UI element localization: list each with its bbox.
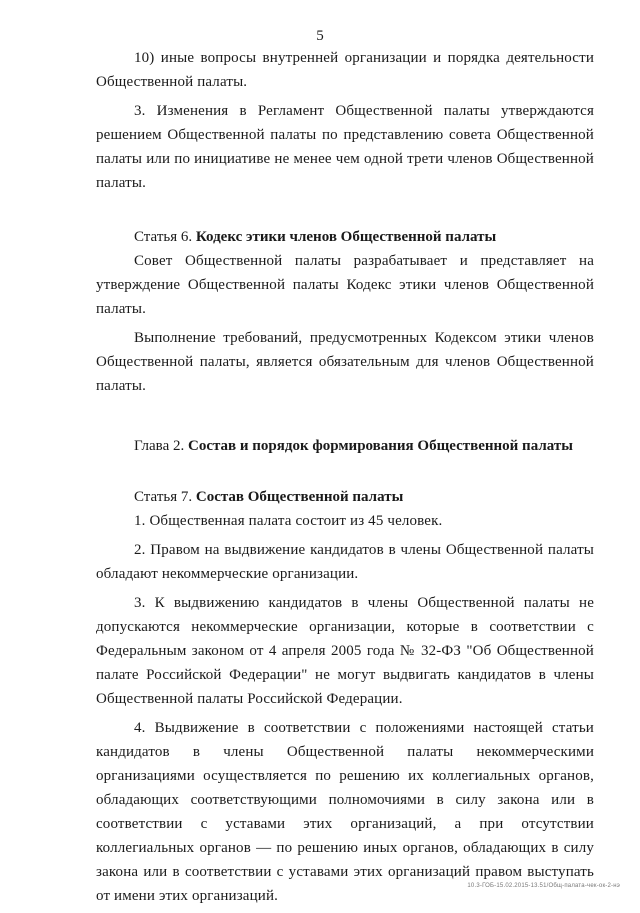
article-7-paragraph-1: 1. Общественная палата состоит из 45 человек. — [134, 513, 443, 529]
article-6-paragraph-2: Выполнение требований, предусмотренных Кодексом этики членов Общественной палаты, является обязательным для членов Общественной палаты. — [96, 330, 594, 394]
intro-paragraph-1: 10) иные вопросы внутренней организации и порядка деятельности Общественной палаты. — [96, 50, 594, 90]
article-7-paragraph-3: 3. К выдвижению кандидатов в члены Общественной палаты не допускаются некоммерческие организации, которые в соответствии с Федеральным законом от 4 апреля 2005 года № 32-ФЗ "Об Общественной палате Российской Федерации" не могут выдвигать кандидатов в члены Общественной палаты Российской Федерации. — [96, 595, 594, 707]
chapter-2-title: Состав и порядок формирования Общественной палаты — [187, 438, 573, 454]
article-7-title: Состав Общественной палаты — [195, 489, 404, 505]
document-footer-code: 10.3-ГОБ-15.02.2015-13.51/Общ-палата-чек-ок-2-нэ — [467, 883, 620, 889]
article-7-prefix: Статья 7. — [134, 489, 193, 505]
chapter-2-heading — [96, 434, 594, 458]
document-body — [96, 46, 594, 913]
article-6-paragraph-1: Совет Общественной палаты разрабатывает и представляет на утверждение Общественной палаты Кодекс этики членов Общественной палаты. — [96, 253, 594, 317]
article-7-paragraph-2: 2. Правом на выдвижение кандидатов в члены Общественной палаты обладают некоммерческие организации. — [96, 542, 594, 582]
article-6-heading — [96, 225, 594, 249]
chapter-2-prefix: Глава 2. — [134, 438, 185, 454]
article-6-title: Кодекс этики членов Общественной палаты — [195, 229, 497, 245]
article-7-paragraph-4: 4. Выдвижение в соответствии с положениями настоящей статьи кандидатов в члены Общественной палаты некоммерческими организациями осуществляется по решению их коллегиальных органов, обладающих соответствующими полномочиями в силу закона или в соответствии с уставами этих организаций, а при отсутствии коллегиальных органов — по решению иных органов, обладающих в силу закона или в соответствии с уставами этих организаций правом выступать от имени этих организаций. — [96, 720, 594, 904]
page-number: 5 — [316, 28, 324, 44]
article-7-heading — [96, 485, 594, 509]
intro-paragraph-2: 3. Изменения в Регламент Общественной палаты утверждаются решением Общественной палаты по представлению совета Общественной палаты или по инициативе не менее чем одной трети членов Общественной палаты. — [96, 103, 594, 191]
article-6-prefix: Статья 6. — [134, 229, 193, 245]
